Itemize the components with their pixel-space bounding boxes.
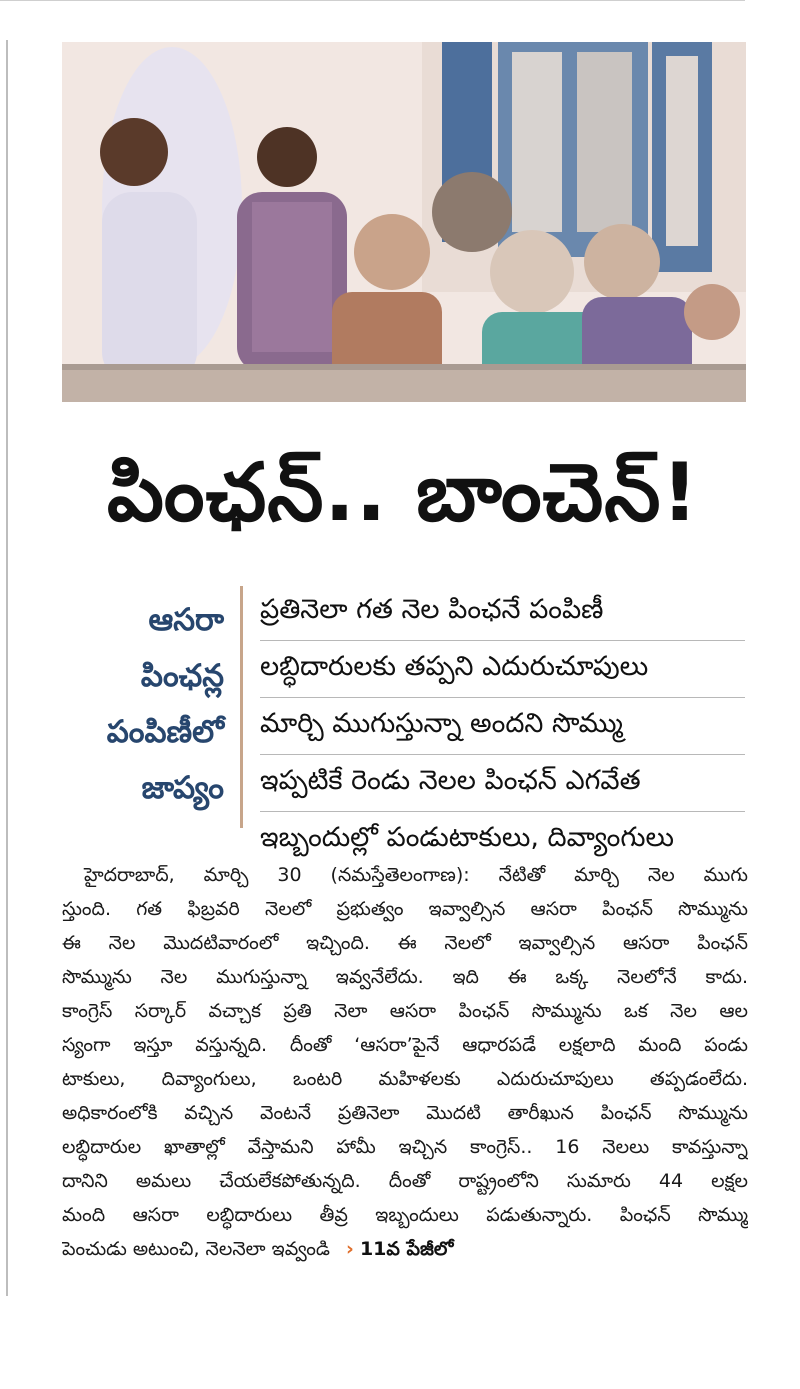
headline: పింఛన్.. బాంచెన్! [107,446,699,539]
top-rule [0,0,745,1]
continued-on-page-link[interactable]: 11వ పేజీలో [359,1238,454,1260]
body-last-line [62,1232,748,1266]
deck-line: ప్రతినెలా గత నెల పింఛనే పంపిణీ [260,584,745,641]
deck-line: లబ్ధిదారులకు తప్పని ఎదురుచూపులు [260,641,745,698]
body-line: ఈ నెల మొదటివారంలో ఇచ్చింది. ఈ నెలలో ఇవ్వాల్సిన ఆసరా పింఛన్ [62,932,748,954]
body-line: హైదరాబాద్, మార్చి 30 (నమస్తేతెలంగాణ): నేటితో మార్చి నెల ముగు [84,864,748,886]
news-photo [62,42,746,402]
kicker-line: జాప్యం [141,770,224,806]
column-rule [6,40,8,1296]
body-line: అధికారంలోకి వచ్చిన వెంటనే ప్రతినెలా మొదటి తారీఖున పింఛన్ సొమ్మును [62,1102,748,1124]
deck-divider [240,586,243,828]
kicker-line: పింఛన్ల [140,658,224,694]
deck-line: ఇబ్బందుల్లో పండుటాకులు, దివ్యాంగులు [260,822,674,853]
deck-line: మార్చి ముగుస్తున్నా అందని సొమ్ము [260,698,745,755]
body-line: కాంగ్రెస్ సర్కార్ వచ్చాక ప్రతి నెలా ఆసరా పింఛన్ సొమ్మును ఒక నెల ఆల [62,1000,748,1022]
body-line: మంది ఆసరా లబ్ధిదారులు తీవ్ర ఇబ్బందులు పడుతున్నారు. పింఛన్ సొమ్ము [62,1204,748,1226]
continued-arrow-icon: › [346,1238,354,1260]
kicker [48,592,224,816]
body-line: స్యంగా ఇస్తూ వస్తున్నది. దీంతో ‘ఆసరా’పైనే ఆధారపడే లక్షలాది మంది పండు [62,1034,748,1056]
article-body [62,858,748,1266]
body-line: దానిని అమలు చేయలేకపోతున్నది. దీంతో రాష్ట్రంలోని సుమారు 44 లక్షల [62,1170,748,1192]
body-line: టాకులు, దివ్యాంగులు, ఒంటరి మహిళలకు ఎదురుచూపులు తప్పడంలేదు. [62,1068,748,1090]
news-photo-illustration [62,42,746,402]
body-line: స్తుంది. గత ఫిబ్రవరి నెలలో ప్రభుత్వం ఇవ్వాల్సిన ఆసరా పింఛన్ సొమ్మును [62,898,748,920]
body-line: సొమ్మును నెల ముగుస్తున్నా ఇవ్వనేలేదు. ఇది ఈ ఒక్క నెలలోనే కాదు. [62,966,748,988]
body-line: లబ్ధిదారుల ఖాతాల్లో వేస్తామని హామీ ఇచ్చిన కాంగ్రెస్.. 16 నెలలు కావస్తున్నా [62,1136,748,1158]
kicker-line: ఆసరా [148,602,224,638]
kicker-line: పంపిణీలో [106,714,224,750]
deck [260,584,745,868]
deck-line: ఇప్పటికే రెండు నెలల పింఛన్ ఎగవేత [260,755,745,812]
body-line: పెంచుడు అటుంచి, నెలనెలా ఇవ్వండి [62,1238,330,1260]
